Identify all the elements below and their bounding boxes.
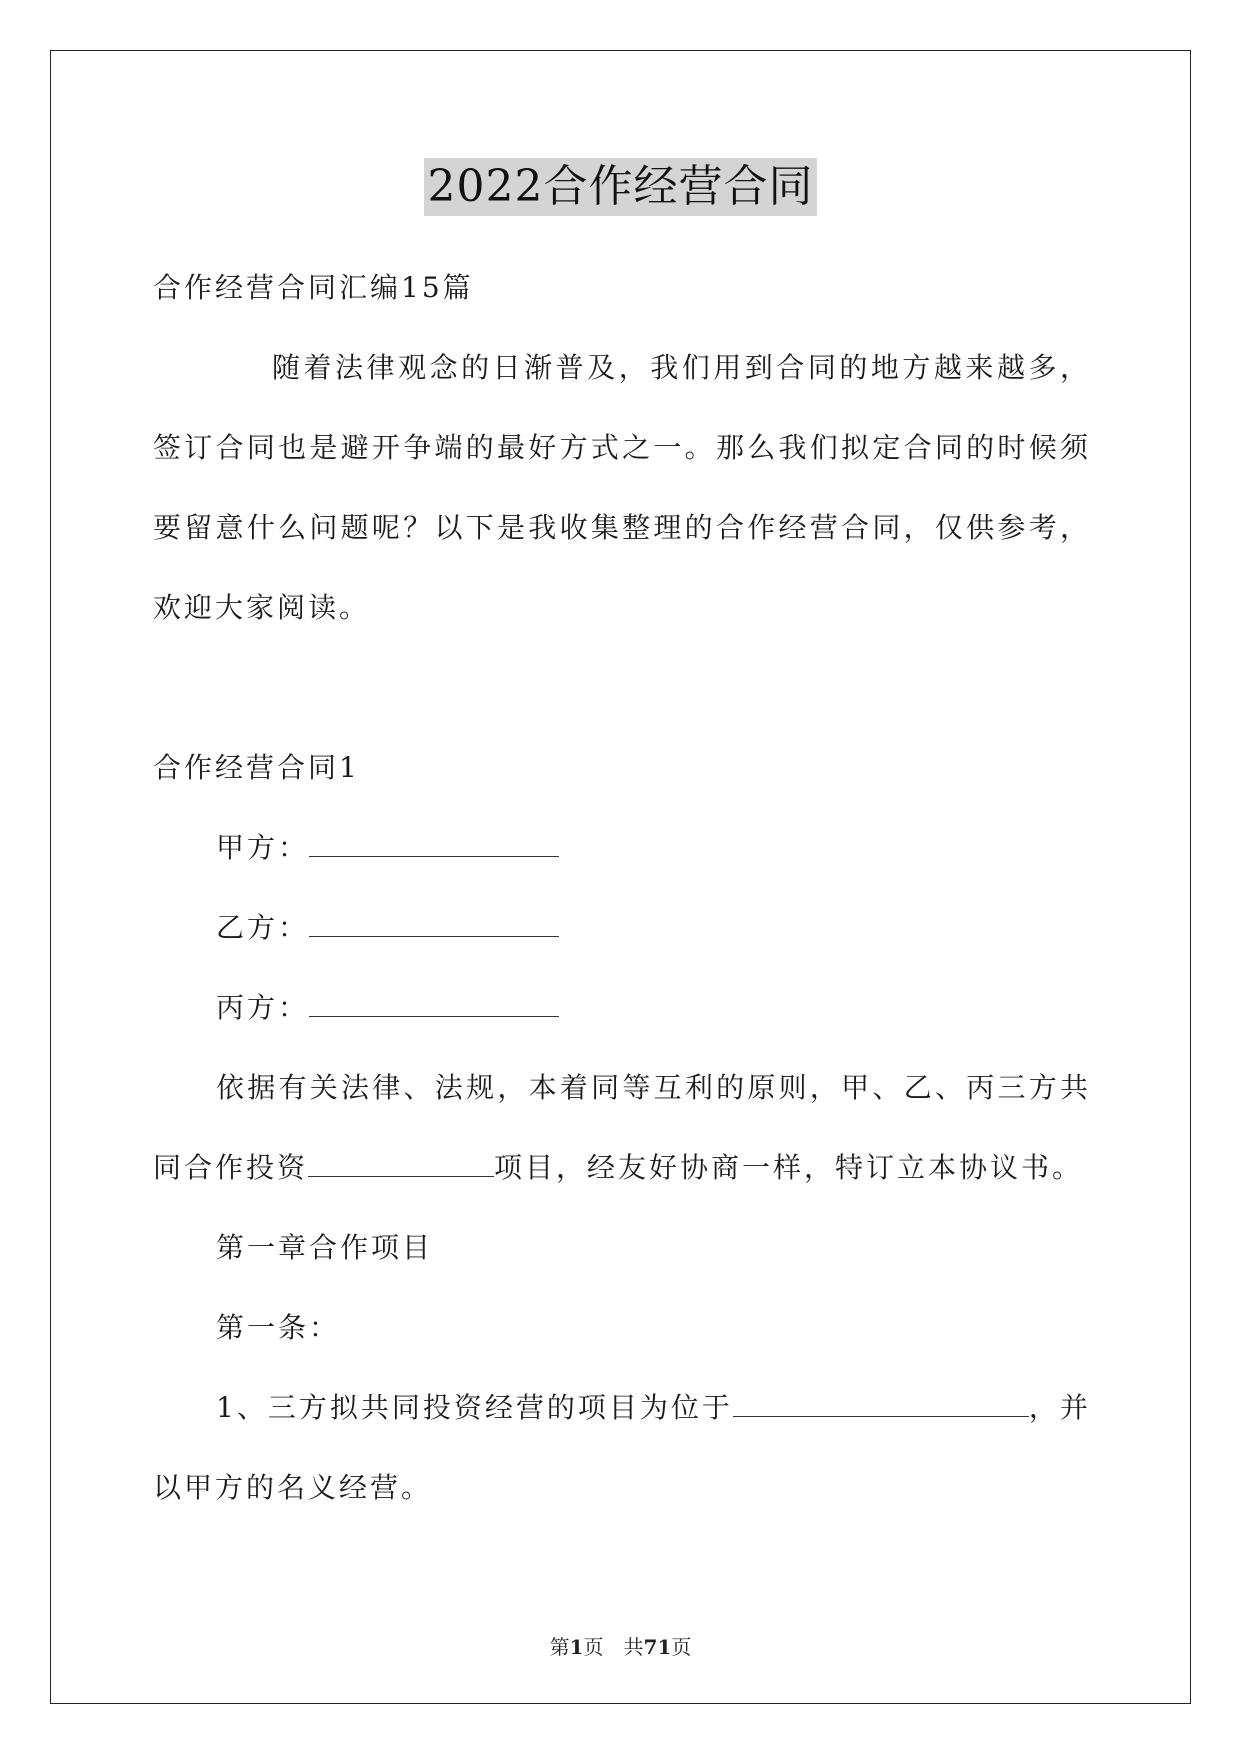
- intro-line-3: 要留意什么问题呢？以下是我收集整理的合作经营合同，仅供参考，: [153, 511, 1088, 544]
- preamble-line-1: 依据有关法律、法规，本着同等互利的原则，甲、乙、丙三方共: [216, 1071, 1088, 1104]
- article-1-heading: 第一条：: [216, 1311, 341, 1344]
- footer-total-pages: 71: [643, 1635, 672, 1659]
- preamble-text-before: 同合作投资: [153, 1151, 309, 1184]
- project-blank: [308, 1148, 494, 1177]
- intro-line-2: 签订合同也是避开争端的最好方式之一。那么我们拟定合同的时候须: [153, 431, 1088, 464]
- party-b-blank: [309, 908, 559, 937]
- intro-line-4: 欢迎大家阅读。: [153, 591, 371, 624]
- section-heading: 合作经营合同1: [153, 751, 360, 784]
- document-subtitle: 合作经营合同汇编15篇: [153, 271, 474, 304]
- footer-prefix: 第: [549, 1635, 570, 1659]
- page-footer: [0, 1634, 1241, 1660]
- party-b-row: [216, 908, 559, 948]
- clause-1-line-1: [216, 1388, 1091, 1428]
- intro-line-1: 随着法律观念的日渐普及，我们用到合同的地方越来越多，: [272, 351, 1088, 384]
- chapter-1-heading: 第一章合作项目: [216, 1231, 434, 1264]
- clause-1-line-2: 以甲方的名义经营。: [153, 1471, 433, 1504]
- party-a-row: [216, 828, 559, 868]
- footer-mid: 页 共: [583, 1635, 644, 1659]
- footer-page-number: 1: [569, 1635, 584, 1659]
- footer-suffix: 页: [671, 1635, 692, 1659]
- preamble-line-2: [153, 1148, 1083, 1188]
- party-c-row: [216, 988, 559, 1028]
- party-a-label: 甲方：: [216, 831, 310, 864]
- clause-1-before: 1、三方拟共同投资经营的项目为位于: [216, 1391, 733, 1424]
- clause-1-after: ，并: [1028, 1391, 1091, 1424]
- location-blank: [733, 1388, 1029, 1417]
- document-title: 2022合作经营合同: [424, 158, 818, 216]
- party-b-label: 乙方：: [216, 911, 310, 944]
- party-c-label: 丙方：: [216, 991, 310, 1024]
- preamble-text-after: 项目，经友好协商一样，特订立本协议书。: [494, 1151, 1084, 1184]
- party-c-blank: [309, 988, 559, 1017]
- party-a-blank: [309, 828, 559, 857]
- title-container: [0, 158, 1241, 216]
